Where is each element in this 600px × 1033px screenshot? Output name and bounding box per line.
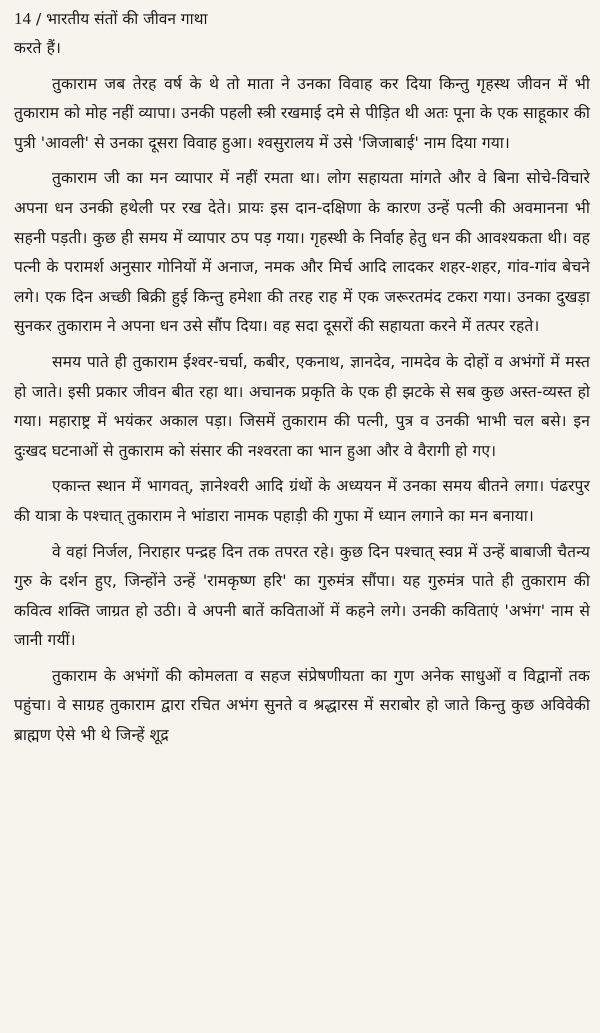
paragraph: तुकाराम के अभंगों की कोमलता व सहज संप्रेषणीयता का गुण अनेक साधुओं व विद्वानों तक पहुंचा। वे साग्रह तुकाराम द्वारा रचित अभंग सुनते व श्रद्धारस में सराबोर हो जाते किन्तु कुछ अविवेकी ब्राह्मण ऐसे भी थे जिन्हें शूद्र	[14, 666, 590, 745]
page-number: 14	[14, 9, 31, 28]
paragraph-continued: करते हैं।	[14, 39, 61, 57]
paragraph: वे वहां निर्जल, निराहार पन्द्रह दिन तक तपरत रहे। कुछ दिन पश्चात् स्वप्न में उन्हें बाबाजी चैतन्य गुरु के दर्शन हुए, जिन्होंने उन्हें 'रामकृष्ण हरि' का गुरुमंत्र सौंपा। यह गुरुमंत्र पाते ही तुकाराम की कवित्व शक्ति जाग्रत हो उठी। वे अपनी बातें कविताओं में कहने लगे। उनकी कविताएं 'अभंग' नाम से जानी गयीं।	[14, 542, 590, 650]
paragraph: एकान्त स्थान में भागवत्, ज्ञानेश्वरी आदि ग्रंथों के अध्ययन में उनका समय बीतने लगा। पंढरपुर की यात्रा के पश्चात् तुकाराम ने भांडारा नामक पहाड़ी की गुफा में ध्यान लगाने का मन बनाया।	[14, 477, 590, 525]
body-text	[14, 34, 590, 751]
paragraph: तुकाराम जी का मन व्यापार में नहीं रमता था। लोग सहायता मांगते और वे बिना सोचे-विचारे अपना धन उनकी हथेली पर रख देते। प्रायः इस दान-दक्षिणा के कारण उन्हें पत्नी की अवमानना भी सहनी पड़ती। कुछ ही समय में व्यापार ठप पड़ गया। गृहस्थी के निर्वाह हेतु धन की आवश्यकता थी। वह पत्नी के परामर्श अनुसार गोनियों में अनाज, नमक और मिर्च आदि लादकर शहर-शहर, गांव-गांव बेचने लगे। एक दिन अच्छी बिक्री हुई किन्तु हमेशा की तरह राह में एक जरूरतमंद टकरा गया। उनका दुखड़ा सुनकर तुकाराम ने अपना धन उसे सौंप दिया। वह सदा दूसरों की सहायता करने में तत्पर रहते।	[14, 169, 590, 336]
header-separator: /	[35, 10, 42, 28]
running-title: भारतीय संतों की जीवन गाथा	[46, 10, 208, 28]
running-header	[14, 8, 590, 34]
paragraph: समय पाते ही तुकाराम ईश्वर-चर्चा, कबीर, एकनाथ, ज्ञानदेव, नामदेव के दोहों व अभंगों में मस्त हो जाते। इसी प्रकार जीवन बीत रहा था। अचानक प्रकृति के एक ही झटके से सब कुछ अस्त-व्यस्त हो गया। महाराष्ट्र में भयंकर अकाल पड़ा। जिसमें तुकाराम की पत्नी, पुत्र व उनकी भाभी चल बसे। इन दुःखद घटनाओं से तुकाराम को संसार की नश्वरता का भान हुआ और वे वैरागी हो गए।	[14, 352, 590, 460]
paragraph: तुकाराम जब तेरह वर्ष के थे तो माता ने उनका विवाह कर दिया किन्तु गृहस्थ जीवन में भी तुकाराम को मोह नहीं व्यापा। उनकी पहली स्त्री रखमाई दमे से पीड़ित थी अतः पूना के एक साहूकार की पुत्री 'आवली' से उनका दूसरा विवाह हुआ। श्वसुरालय में उसे 'जिजाबाई' नाम दिया गया।	[14, 74, 590, 152]
